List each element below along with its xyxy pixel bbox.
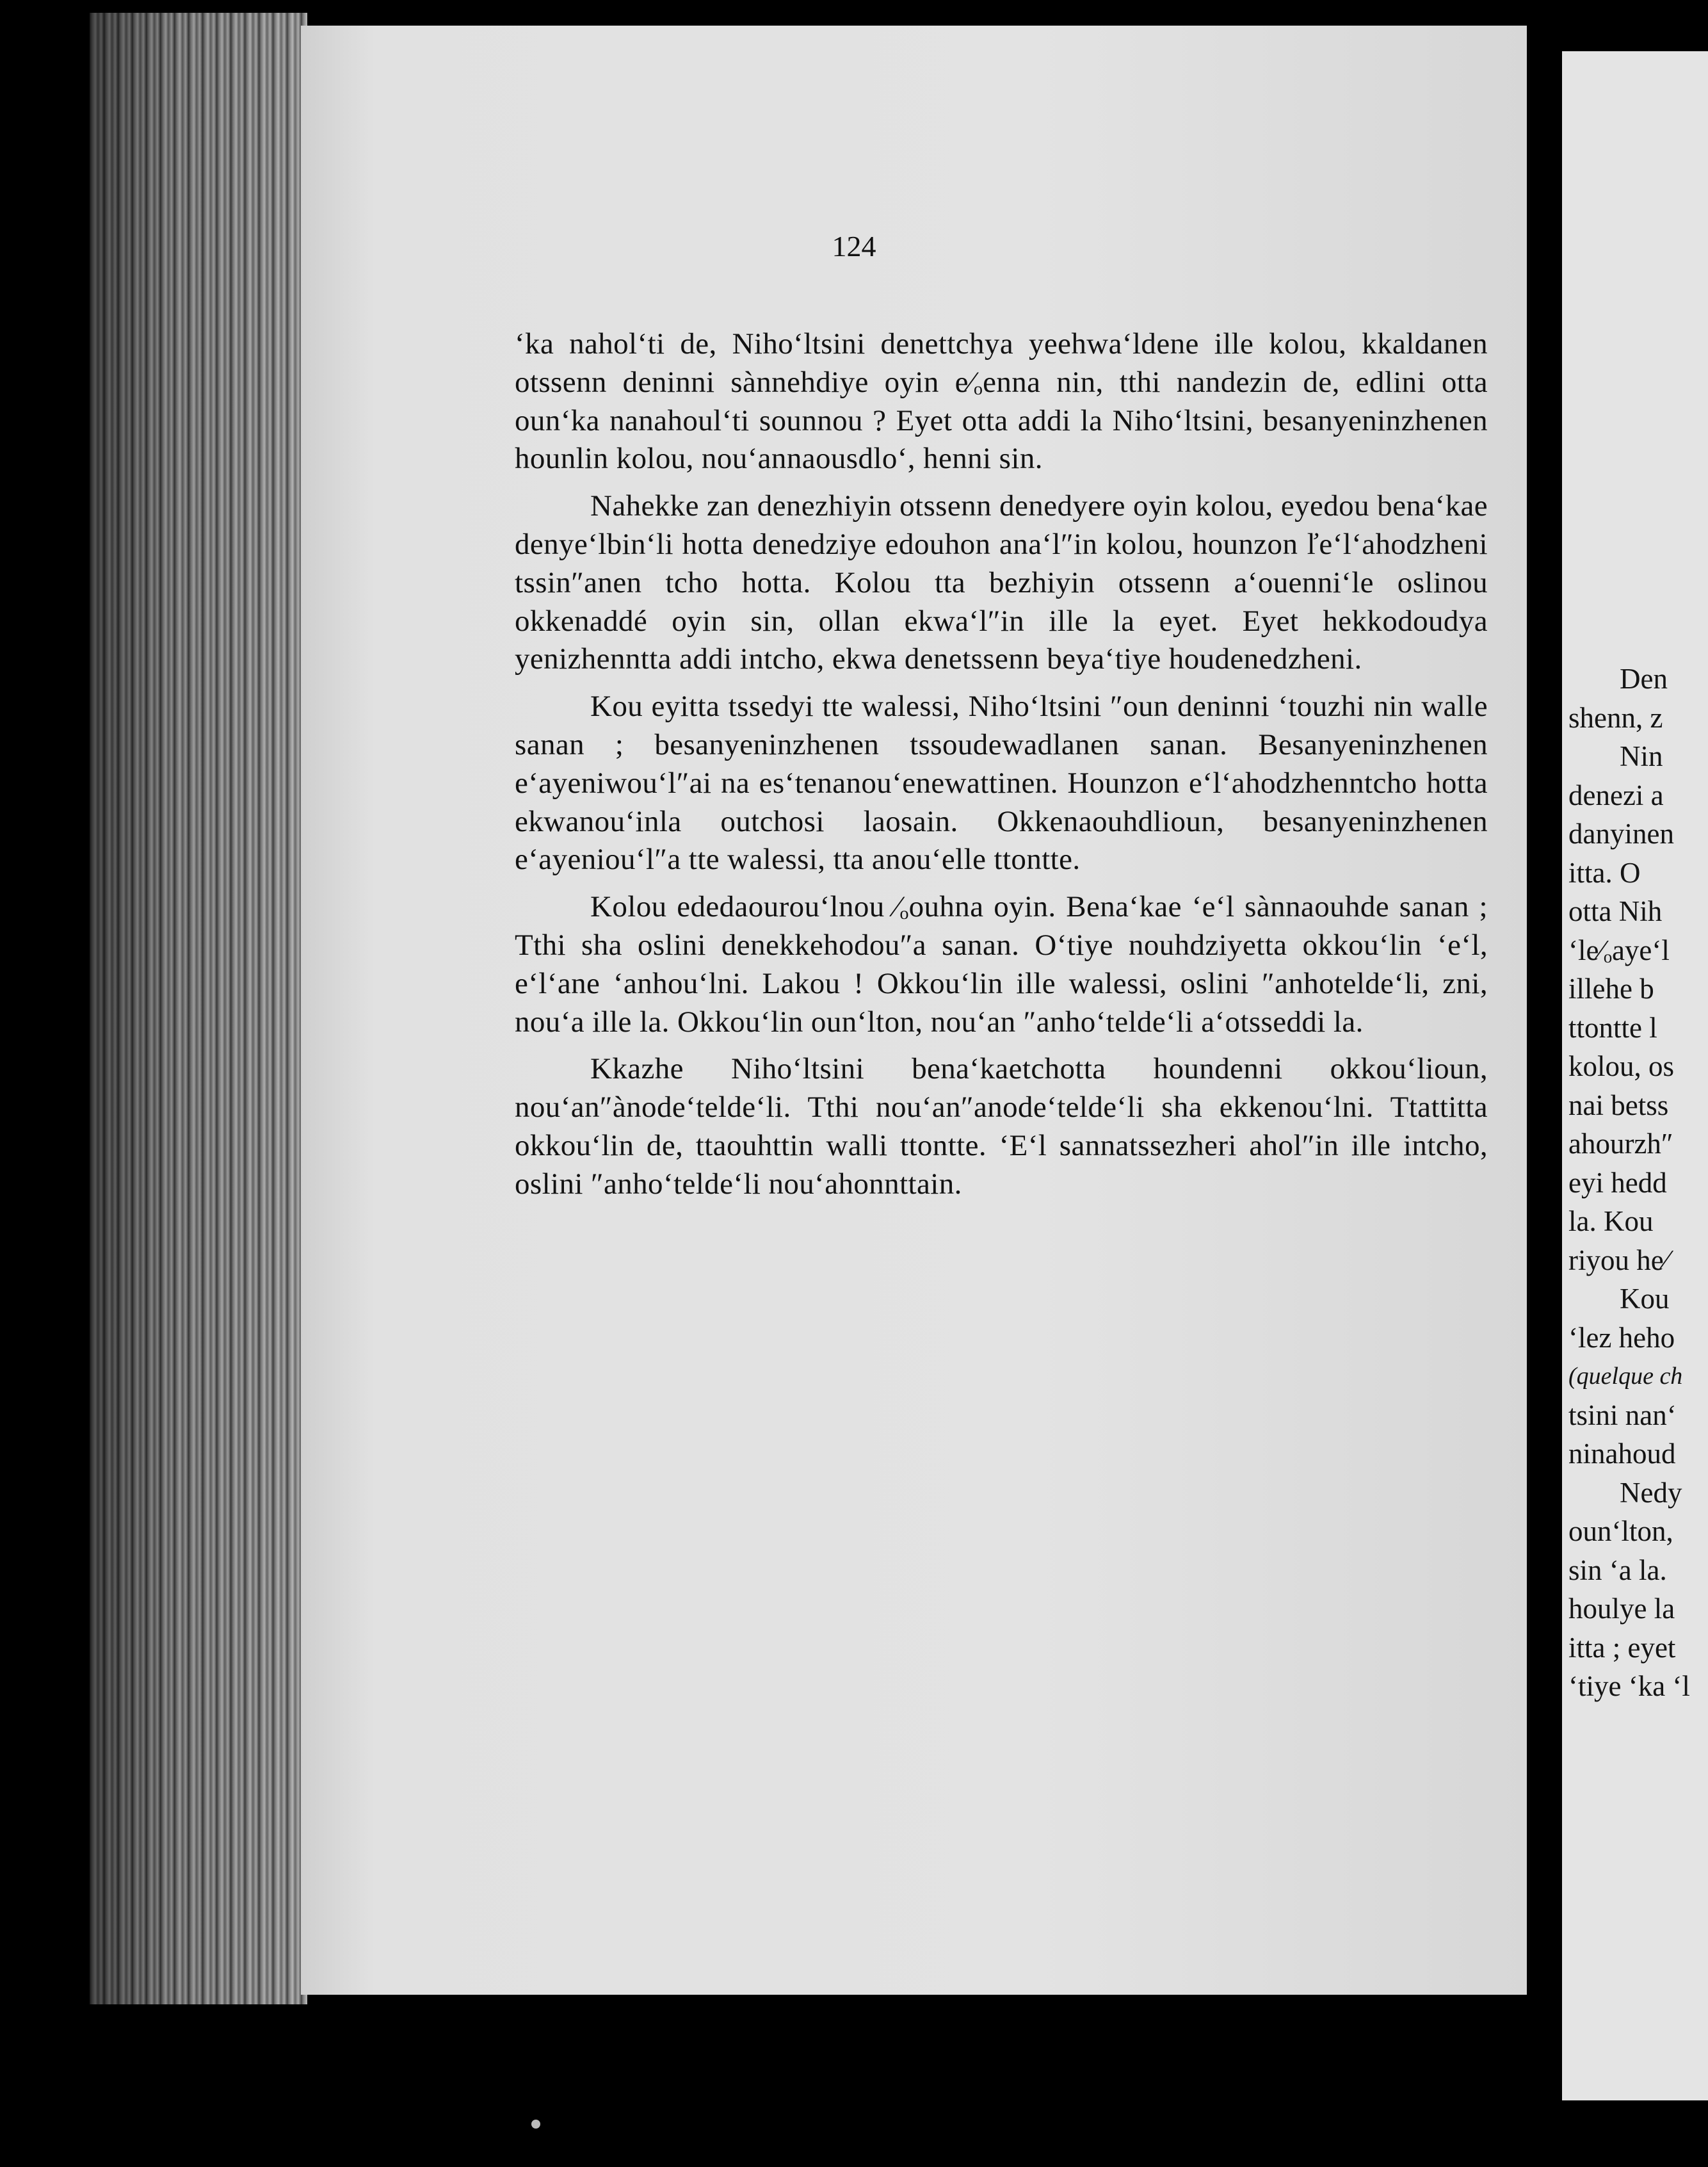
paragraph-3: Kou eyitta tssedyi tte walessi, Niho‘ltsini ″oun deninni ‘touzhi nin walle sanan ; besanyeninzhenen tssoudewadlanen sanan. Besanyeninzhenen e‘ayeniwou‘l″ai na es‘tenanou‘enewattinen. Hounzon e‘l‘ahodzhenntcho hotta ekwanou‘inla outchosi laosain. Okkenaouhdlioun, besanyeninzhenen e‘ayeniou‘l″a tte walessi, tta anou‘elle ttontte.	[515, 690, 1488, 877]
page-number: 124	[832, 230, 876, 263]
right-page-fragment	[1562, 51, 1708, 2100]
paragraph-5: Kkazhe Niho‘ltsini bena‘kaetchotta houndenni okkou‘lioun, nou‘an″ànode‘telde‘li. Tthi nou‘an″anode‘telde‘li sha ekkenou‘lni. Ttattitta okkou‘lin de, ttaouhttin walli ttontte. ‘E‘l sannatssezheri ahol″in ille intcho, oslini ″anho‘telde‘li nou‘ahonnttain.	[515, 1052, 1488, 1201]
right-line: ninahoud	[1568, 1438, 1676, 1470]
right-line: nai betss	[1568, 1089, 1669, 1121]
right-line: Kou	[1620, 1283, 1670, 1315]
paragraph-1: ‘ka nahol‘ti de, Niho‘ltsini denettchya yeehwa‘ldene ille kolou, kkaldanen otssenn deninni sànnehdiye oyin e⁄ₒenna nin, tthi nandezin de, edlini otta oun‘ka nanahoul‘ti sounnou ? Eyet otta addi la Niho‘ltsini, besanyeninzhenen hounlin kolou, nou‘annaousdlo‘, henni sin.	[515, 327, 1488, 476]
right-line: oun‘lton,	[1568, 1515, 1673, 1547]
right-line: Nedy	[1620, 1476, 1682, 1509]
right-line: riyou he⁄	[1568, 1244, 1669, 1276]
body-text	[515, 325, 1488, 1213]
right-line: shenn, z	[1568, 701, 1663, 734]
right-line: houlye la	[1568, 1593, 1675, 1625]
right-line: kolou, os	[1568, 1050, 1675, 1082]
right-line: sin ‘a la.	[1568, 1554, 1667, 1586]
right-line: itta ; eyet	[1568, 1631, 1676, 1664]
right-line: ttontte l	[1568, 1011, 1657, 1044]
right-line: ‘tiye ‘ka ‘l	[1568, 1670, 1690, 1702]
right-line: (quelque ch	[1568, 1363, 1683, 1390]
right-line: illehe b	[1568, 973, 1654, 1005]
right-line: otta Nih	[1568, 895, 1663, 927]
page-edges-shadow	[90, 13, 307, 2004]
right-line: Nin	[1620, 740, 1663, 772]
scan-dust-mark	[531, 2120, 540, 2129]
right-line: denezi a	[1568, 779, 1664, 811]
right-line: danyinen	[1568, 818, 1674, 850]
right-page-text	[1568, 660, 1708, 1706]
paragraph-4: Kolou ededaourou‘lnou ⁄ₒouhna oyin. Bena‘kae ‘e‘l sànnaouhde sanan ; Tthi sha oslini denekkehodou″a sanan. O‘tiye nouhdziyetta okkou‘lin ‘e‘l, e‘l‘ane ‘anhou‘lni. Lakou ! Okkou‘lin ille walessi, oslini ″anhotelde‘li, zni, nou‘a ille la. Okkou‘lin oun‘lton, nou‘an ″anho‘telde‘li a‘otsseddi la.	[515, 890, 1488, 1039]
right-line: ahourzh″	[1568, 1128, 1673, 1160]
right-line: itta. O	[1568, 856, 1641, 889]
right-line: tsini nan‘	[1568, 1399, 1677, 1431]
right-line: eyi hedd	[1568, 1166, 1667, 1199]
right-line: ‘lez heho	[1568, 1321, 1675, 1354]
paragraph-2: Nahekke zan denezhiyin otssenn denedyere oyin kolou, eyedou bena‘kae denye‘lbin‘li hotta denedziye edouhon ana‘l″in kolou, hounzon ľe‘l‘ahodzheni tssin″anen tcho hotta. Kolou tta bezhiyin otssenn a‘ouenni‘le oslinou okkenaddé oyin sin, ollan ekwa‘l″in ille la eyet. Eyet hekkodoudya yenizhenntta addi intcho, ekwa denetssenn beya‘tiye houdenedzheni.	[515, 489, 1488, 676]
right-line: Den	[1620, 663, 1668, 695]
right-line: ‘le⁄ₒaye‘l	[1568, 934, 1670, 966]
right-line: la. Kou	[1568, 1205, 1654, 1237]
book-gutter	[1527, 26, 1565, 2139]
